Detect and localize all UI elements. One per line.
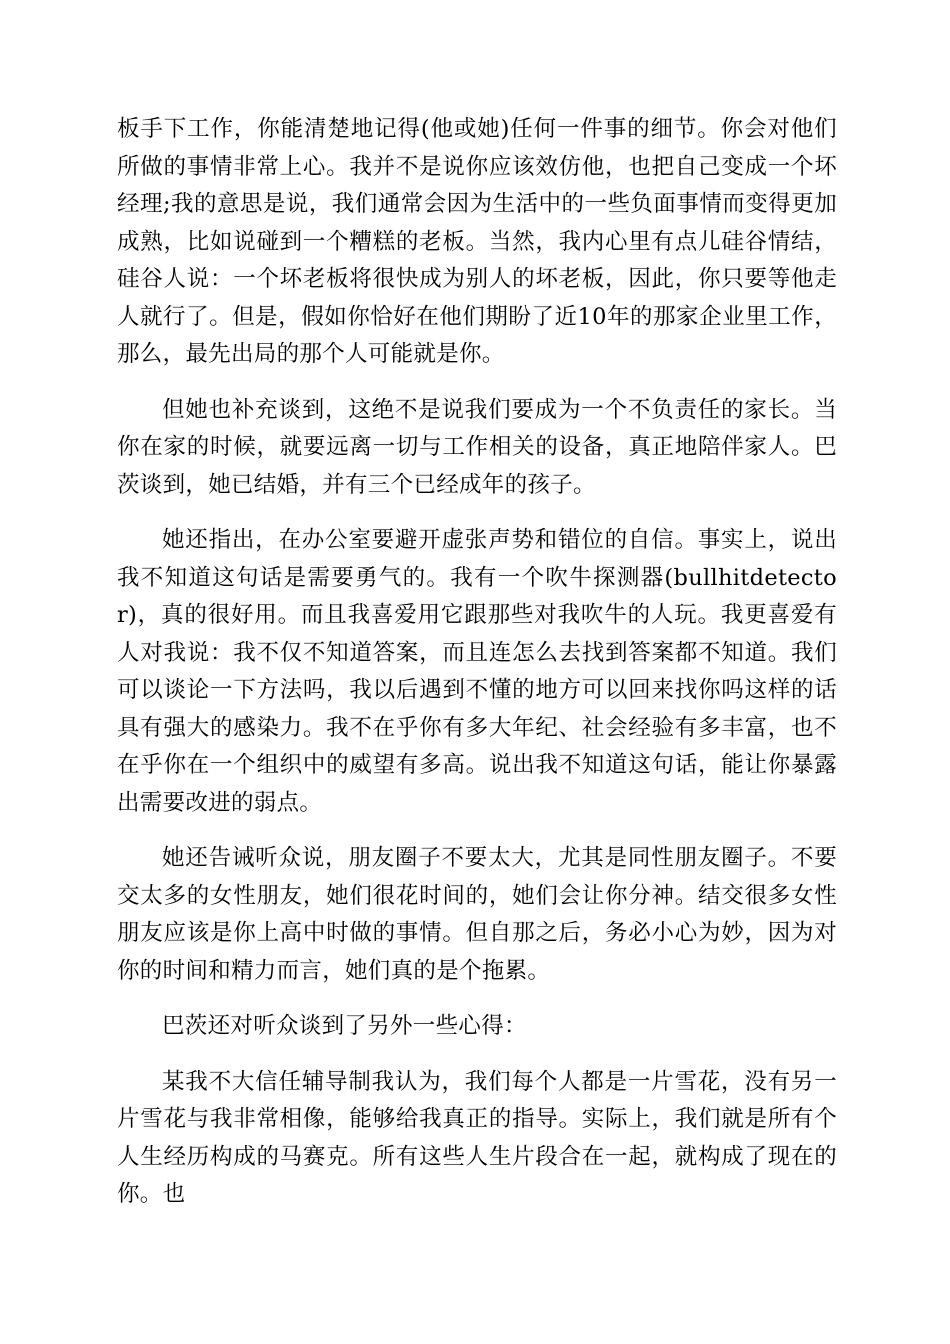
paragraph-4: 她还告诫听众说，朋友圈子不要太大，尤其是同性朋友圈子。不要交太多的女性朋友，她们很花时间的，她们会让你分神。结交很多女性朋友应该是你上高中时做的事情。但自那之后，务必小心为妙，因为对你的时间和精力而言，她们真的是个拖累。 bbox=[117, 845, 837, 984]
paragraph-3: 她还指出，在办公室要避开虚张声势和错位的自信。事实上，说出我不知道这句话是需要勇气的。我有一个吹牛探测器(bullhitdetector)，真的很好用。而且我喜爱用它跟那些对我吹牛的人玩。我更喜爱有人对我说：我不仅不知道答案，而且连怎么去找到答案都不知道。我们可以谈论一下方法吗，我以后遇到不懂的地方可以回来找你吗这样的话具有强大的感染力。我不在乎你有多大年纪、社会经验有多丰富，也不在乎你在一个组织中的威望有多高。说出我不知道这句话，能让你暴露出需要改进的弱点。 bbox=[117, 527, 837, 816]
paragraph-5: 巴茨还对听众谈到了另外一些心得： bbox=[162, 1013, 527, 1039]
paragraph-1: 板手下工作，你能清楚地记得(他或她)任何一件事的细节。你会对他们所做的事情非常上心。我并不是说你应该效仿他，也把自己变成一个坏经理;我的意思是说，我们通常会因为生活中的一些负面事情而变得更加成熟，比如说碰到一个糟糕的老板。当然，我内心里有点儿硅谷情结，硅谷人说：一个坏老板将很快成为别人的坏老板，因此，你只要等他走人就行了。但是，假如你恰好在他们期盼了近10年的那家企业里工作，那么，最先出局的那个人可能就是你。 bbox=[117, 116, 837, 367]
document-body bbox=[117, 111, 837, 1214]
paragraph-6: 某我不大信任辅导制我认为，我们每个人都是一片雪花，没有另一片雪花与我非常相像，能够给我真正的指导。实际上，我们就是所有个人生经历构成的马赛克。所有这些人生片段合在一起，就构成了现在的你。也 bbox=[117, 1068, 837, 1207]
paragraph-2: 但她也补充谈到，这绝不是说我们要成为一个不负责任的家长。当你在家的时候，就要远离一切与工作相关的设备，真正地陪伴家人。巴茨谈到，她已结婚，并有三个已经成年的孩子。 bbox=[117, 396, 837, 498]
